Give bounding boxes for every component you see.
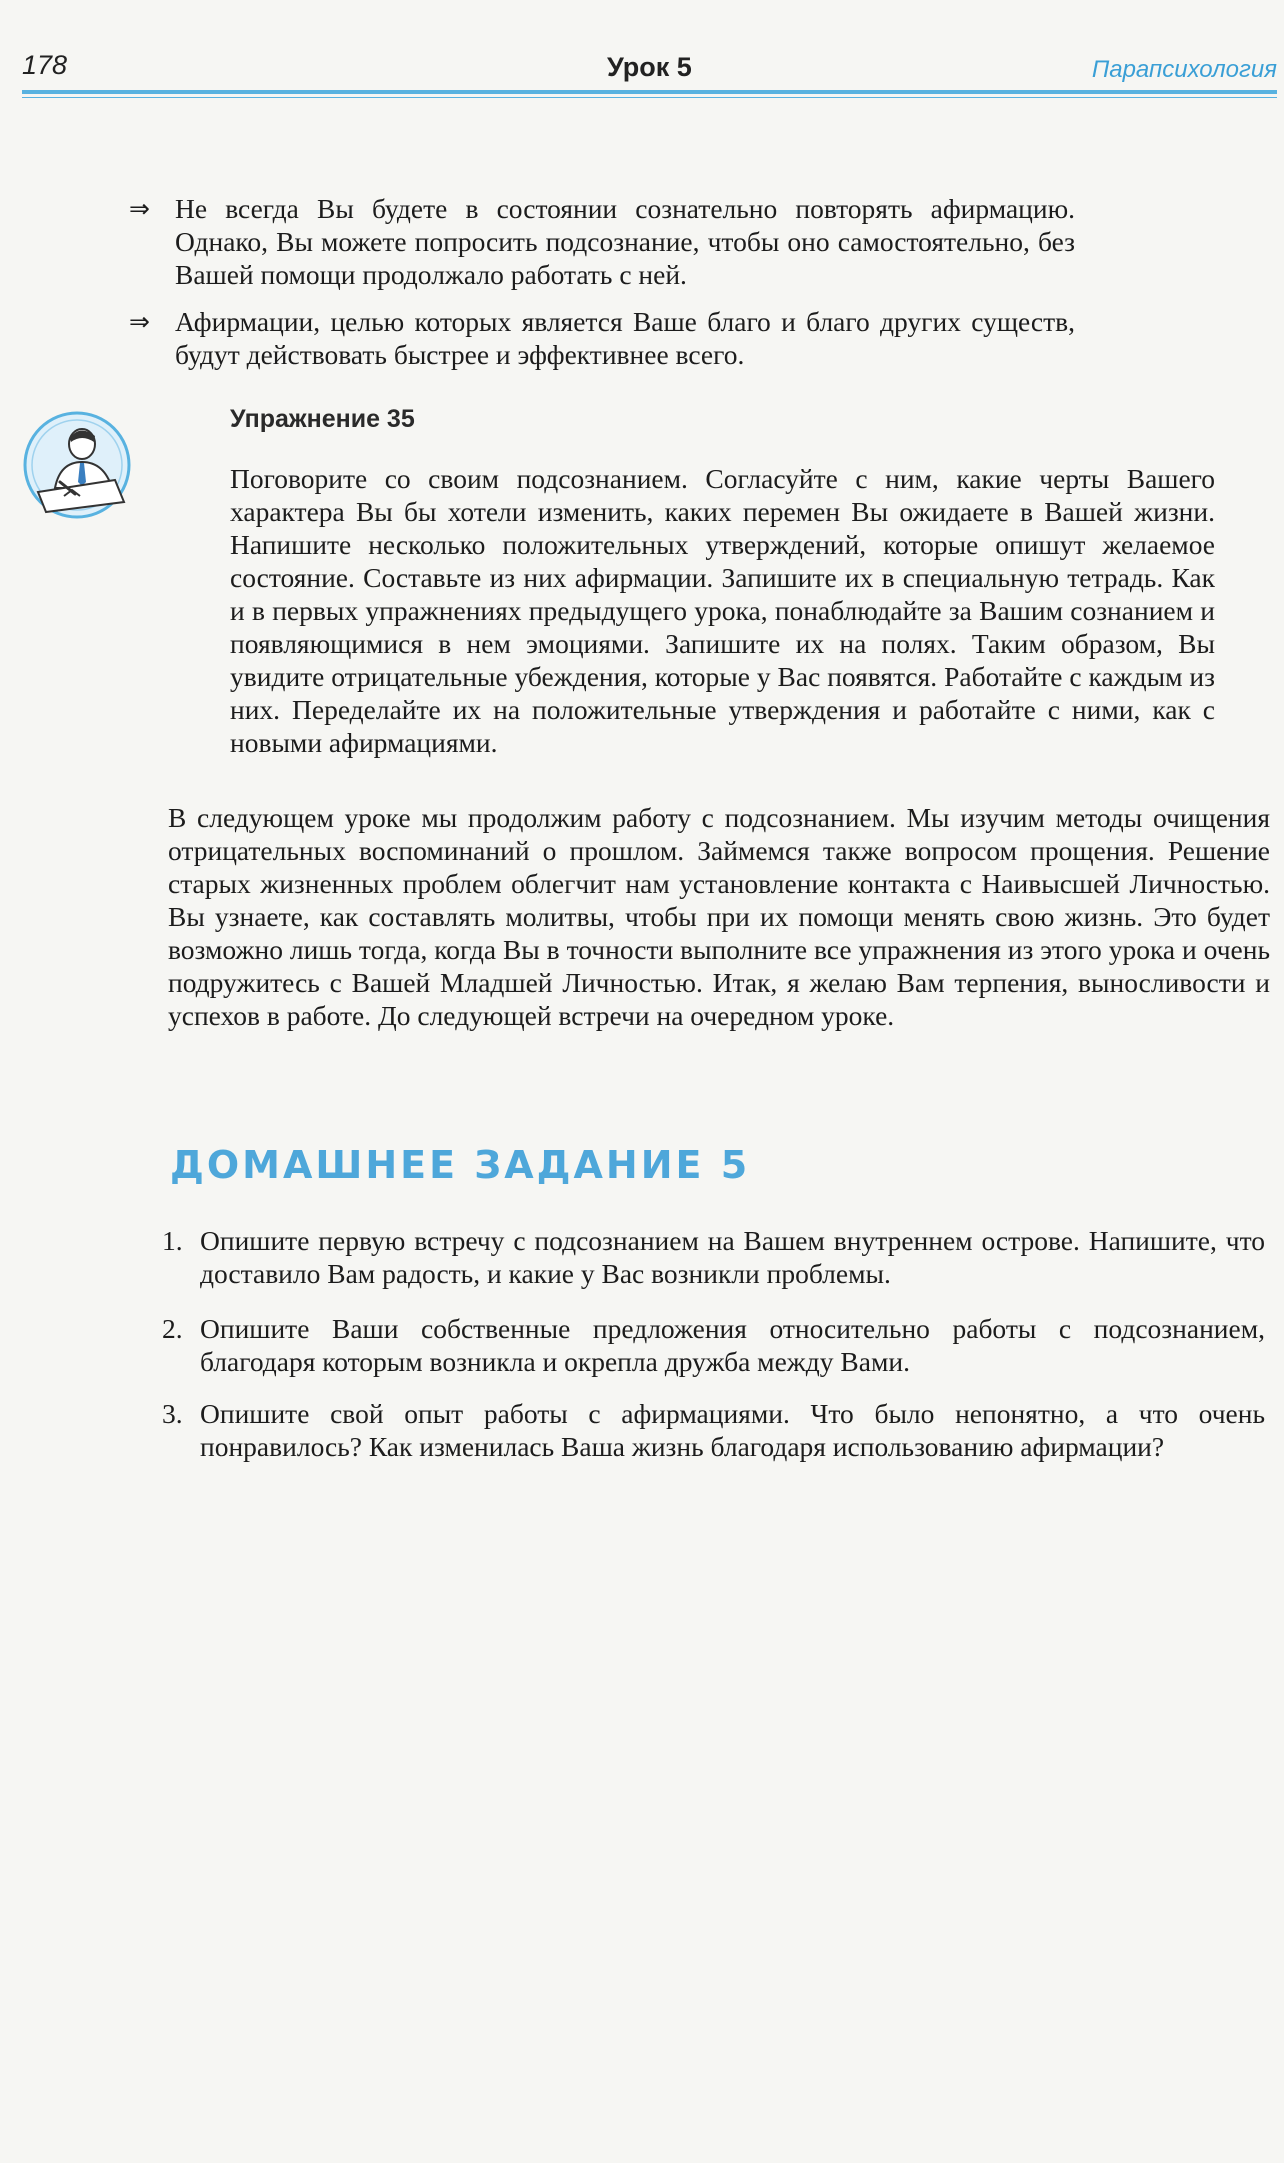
homework-title: ДОМАШНЕЕ ЗАДАНИЕ 5 [170,1143,751,1187]
arrow-icon: ⇒ [129,194,150,223]
homework-item-text: Опишите свой опыт работы с афирмациями. Что было непонятно, а что очень понравилось? Как изменилась Ваша жизнь благодаря использованию афирмации? [200,1398,1265,1462]
bullet-text: Афирмации, целью которых является Ваше благо и благо других существ, будут действовать быстрее и эффективнее всего. [175,306,1075,370]
page-header [22,44,1277,94]
homework-item [162,1224,1265,1290]
exercise-text: Поговорите со своим подсознанием. Согласуйте с ним, какие черты Вашего характера Вы бы хотели изменить, каких перемен Вы ожидаете в Вашей жизни. Напишите несколько положительных утверждений, которые опишут желаемое состояние. Составьте из них афирмации. Запишите их в специальную тетрадь. Как и в первых упражнениях предыдущего урока, понаблюдайте за Вашим сознанием и появляющимися в нем эмоциями. Запишите их на полях. Таким образом, Вы увидите отрицательные убеждения, которые у Вас появятся. Работайте с каждым из них. Переделайте их на положительные утверждения и работайте с ними, как с новыми афирмациями. [230,463,1215,758]
homework-item-text: Опишите первую встречу с подсознанием на Вашем внутреннем острове. Напишите, что доставило Вам радость, и какие у Вас возникли проблемы. [200,1225,1265,1289]
page-number: 178 [22,50,68,80]
homework-item-number: 1. [162,1225,183,1256]
bullet-item [129,192,1075,291]
bullet-item [129,305,1075,371]
arrow-icon: ⇒ [129,307,150,336]
conclusion-paragraph: В следующем уроке мы продолжим работу с подсознанием. Мы изучим методы очищения отрицательных воспоминаний о прошлом. Займемся также вопросом прощения. Решение старых жизненных проблем облегчит нам установление контакта с Наивысшей Личностью. Вы узнаете, как составлять молитвы, чтобы при их помощи менять свою жизнь. Это будет возможно лишь тогда, когда Вы в точности выполните все упражнения из этого урока и очень подружитесь с Вашей Младшей Личностью. Итак, я желаю Вам терпения, выносливости и успехов в работе. До следующей встречи на очередном уроке. [168,802,1270,1031]
homework-item [162,1312,1265,1378]
exercise-title: Упражнение 35 [230,405,415,433]
lesson-title: Урок 5 [607,52,692,82]
homework-item-number: 2. [162,1313,183,1344]
section-title: Парапсихология [1091,56,1277,83]
header-rule [22,90,1277,94]
homework-item-number: 3. [162,1398,183,1429]
bullet-text: Не всегда Вы будете в состоянии сознательно повторять афирмацию. Однако, Вы можете попросить подсознание, чтобы оно самостоятельно, без Вашей помощи продолжало работать с ней. [175,193,1075,290]
homework-item [162,1397,1265,1463]
header-rule-thin [22,97,1277,98]
homework-item-text: Опишите Ваши собственные предложения относительно работы с подсознанием, благодаря которым возникла и окрепла дружба между Вами. [200,1313,1265,1377]
writing-person-icon [20,410,135,520]
